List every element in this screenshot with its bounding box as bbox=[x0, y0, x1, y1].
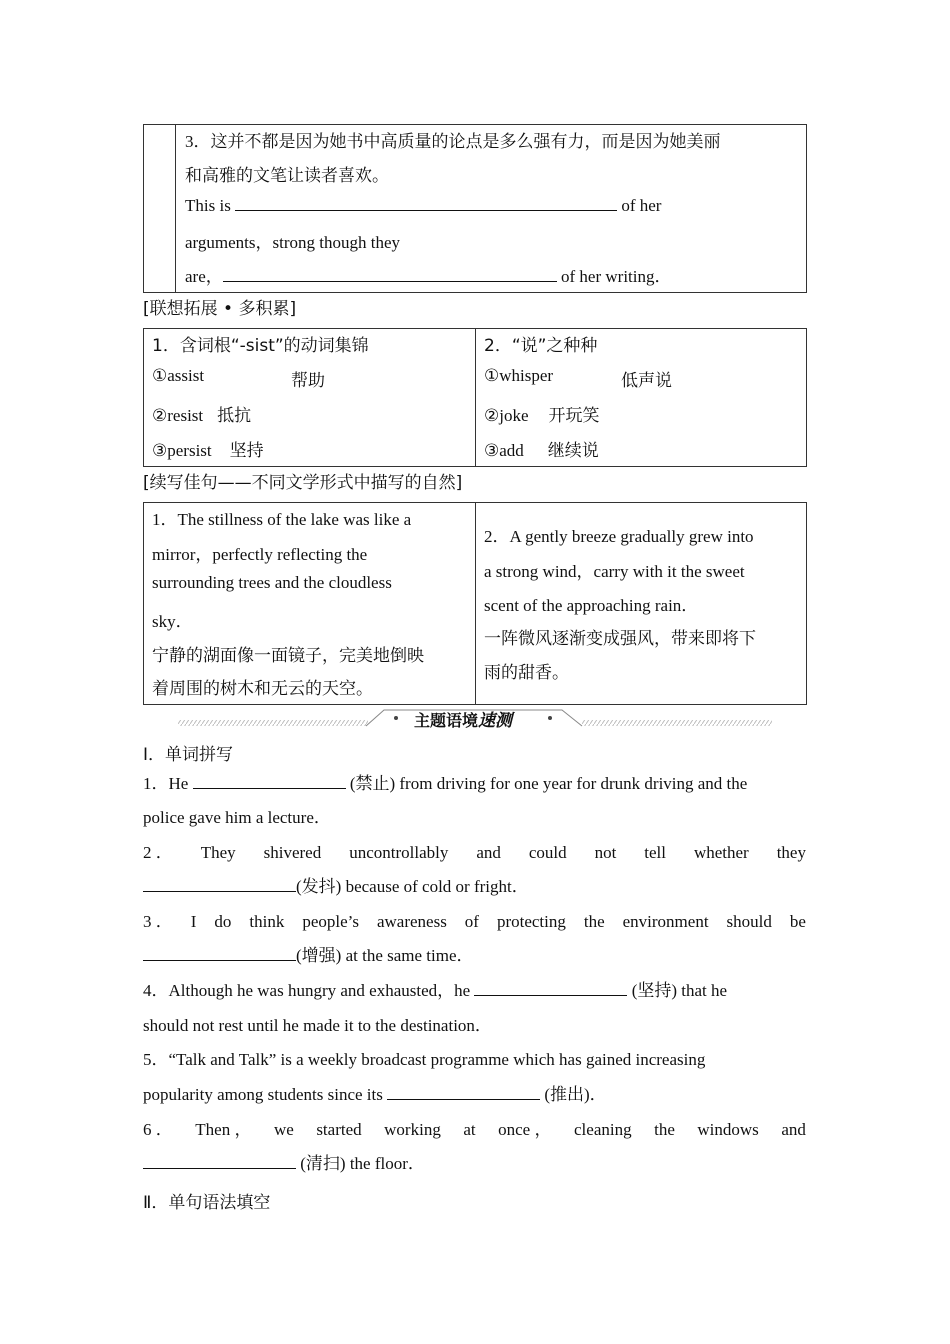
writing-left-cn-2: 着周围的树木和无云的天空。 bbox=[152, 679, 373, 698]
expand-right-header: 2．“说”之种种 bbox=[484, 336, 598, 356]
q4-line2: should not rest until he made it to the destination． bbox=[143, 1016, 492, 1035]
part2-title: Ⅱ．单句语法填空 bbox=[143, 1193, 271, 1213]
q1-line1: 1．He (禁止) from driving for one year for drunk driving and the bbox=[143, 774, 748, 793]
q2-line2: (发抖) because of cold or fright． bbox=[143, 870, 529, 904]
writing-left-en-2: mirror，perfectly reflecting the bbox=[152, 545, 368, 564]
blank-item3-a[interactable] bbox=[235, 194, 617, 211]
item3-en-line2: arguments，strong though they bbox=[185, 233, 400, 252]
expand-left-header: 1．含词根“-sist”的动词集锦 bbox=[152, 336, 369, 356]
q5-line2: popularity among students since its (推出)． bbox=[143, 1085, 607, 1104]
banner-title: 主题语境速测 bbox=[414, 711, 513, 731]
q6-line1: 6 ． Then ， we started working at once ， cleaning the windows and bbox=[143, 1120, 806, 1139]
q4-line1: 4．Although he was hungry and exhausted，he (坚持) that he bbox=[143, 981, 728, 1000]
section-banner bbox=[178, 706, 772, 730]
q2-line1: 2 ． They shivered uncontrollably and could not tell whether they bbox=[143, 843, 806, 862]
blank-q1[interactable] bbox=[193, 772, 346, 789]
part1-title: Ⅰ．单词拼写 bbox=[143, 745, 234, 765]
writing-right-en-3: scent of the approaching rain． bbox=[484, 596, 699, 615]
section-writing-title: [续写佳句——不同文学形式中描写的自然] bbox=[143, 473, 463, 493]
blank-q2[interactable] bbox=[143, 875, 296, 892]
writing-right-cn-1: 一阵微风逐渐变成强风，带来即将下 bbox=[484, 629, 756, 648]
q1-line2: police gave him a lecture． bbox=[143, 808, 331, 827]
writing-right-cn-2: 雨的甜香。 bbox=[484, 663, 569, 682]
writing-left-en-1: 1．The stillness of the lake was like a bbox=[152, 510, 412, 529]
writing-left-en-3: surrounding trees and the cloudless bbox=[152, 573, 392, 592]
writing-right-en-1: 2．A gently breeze gradually grew into bbox=[484, 527, 754, 546]
item3-en-line1: This is of her bbox=[185, 196, 662, 215]
expand-left-row-3: ③persist 坚持 bbox=[152, 441, 264, 460]
writing-left-cn-1: 宁静的湖面像一面镜子，完美地倒映 bbox=[152, 646, 424, 665]
top-box-divider bbox=[175, 125, 176, 292]
item3-en-line3: are， of her writing． bbox=[185, 267, 672, 286]
writing-table-divider bbox=[475, 503, 476, 704]
item3-cn-line2: 和高雅的文笔让读者喜欢。 bbox=[185, 166, 389, 185]
expand-table bbox=[143, 328, 807, 467]
blank-q4[interactable] bbox=[474, 979, 627, 996]
expand-right-row-3: ③add 继续说 bbox=[484, 441, 599, 460]
writing-table bbox=[143, 502, 807, 705]
q3-line2: (增强) at the same time． bbox=[143, 939, 474, 973]
item3-cn-line1: 3．这并不都是因为她书中高质量的论点是多么强有力，而是因为她美丽 bbox=[185, 132, 721, 151]
expand-table-divider bbox=[475, 329, 476, 466]
section-expand-title: [联想拓展 • 多积累] bbox=[143, 299, 297, 319]
blank-item3-b[interactable] bbox=[223, 265, 557, 282]
q3-line1: 3 ． I do think people’s awareness of protecting the environment should be bbox=[143, 912, 806, 931]
expand-left-row-2: ②resist 抵抗 bbox=[152, 406, 252, 425]
blank-q6[interactable] bbox=[143, 1152, 296, 1169]
top-box bbox=[143, 124, 807, 293]
blank-q3[interactable] bbox=[143, 944, 296, 961]
expand-left-row-1: ①assist 帮助 bbox=[152, 366, 325, 390]
q6-line2: (清扫) the floor． bbox=[143, 1147, 425, 1181]
expand-right-row-2: ②joke 开玩笑 bbox=[484, 406, 600, 425]
q5-line1: 5．“Talk and Talk” is a weekly broadcast programme which has gained increasing bbox=[143, 1050, 706, 1069]
writing-right-en-2: a strong wind，carry with it the sweet bbox=[484, 562, 745, 581]
writing-left-en-4: sky． bbox=[152, 612, 193, 631]
blank-q5[interactable] bbox=[387, 1083, 540, 1100]
expand-right-row-1: ①whisper 低声说 bbox=[484, 366, 672, 390]
